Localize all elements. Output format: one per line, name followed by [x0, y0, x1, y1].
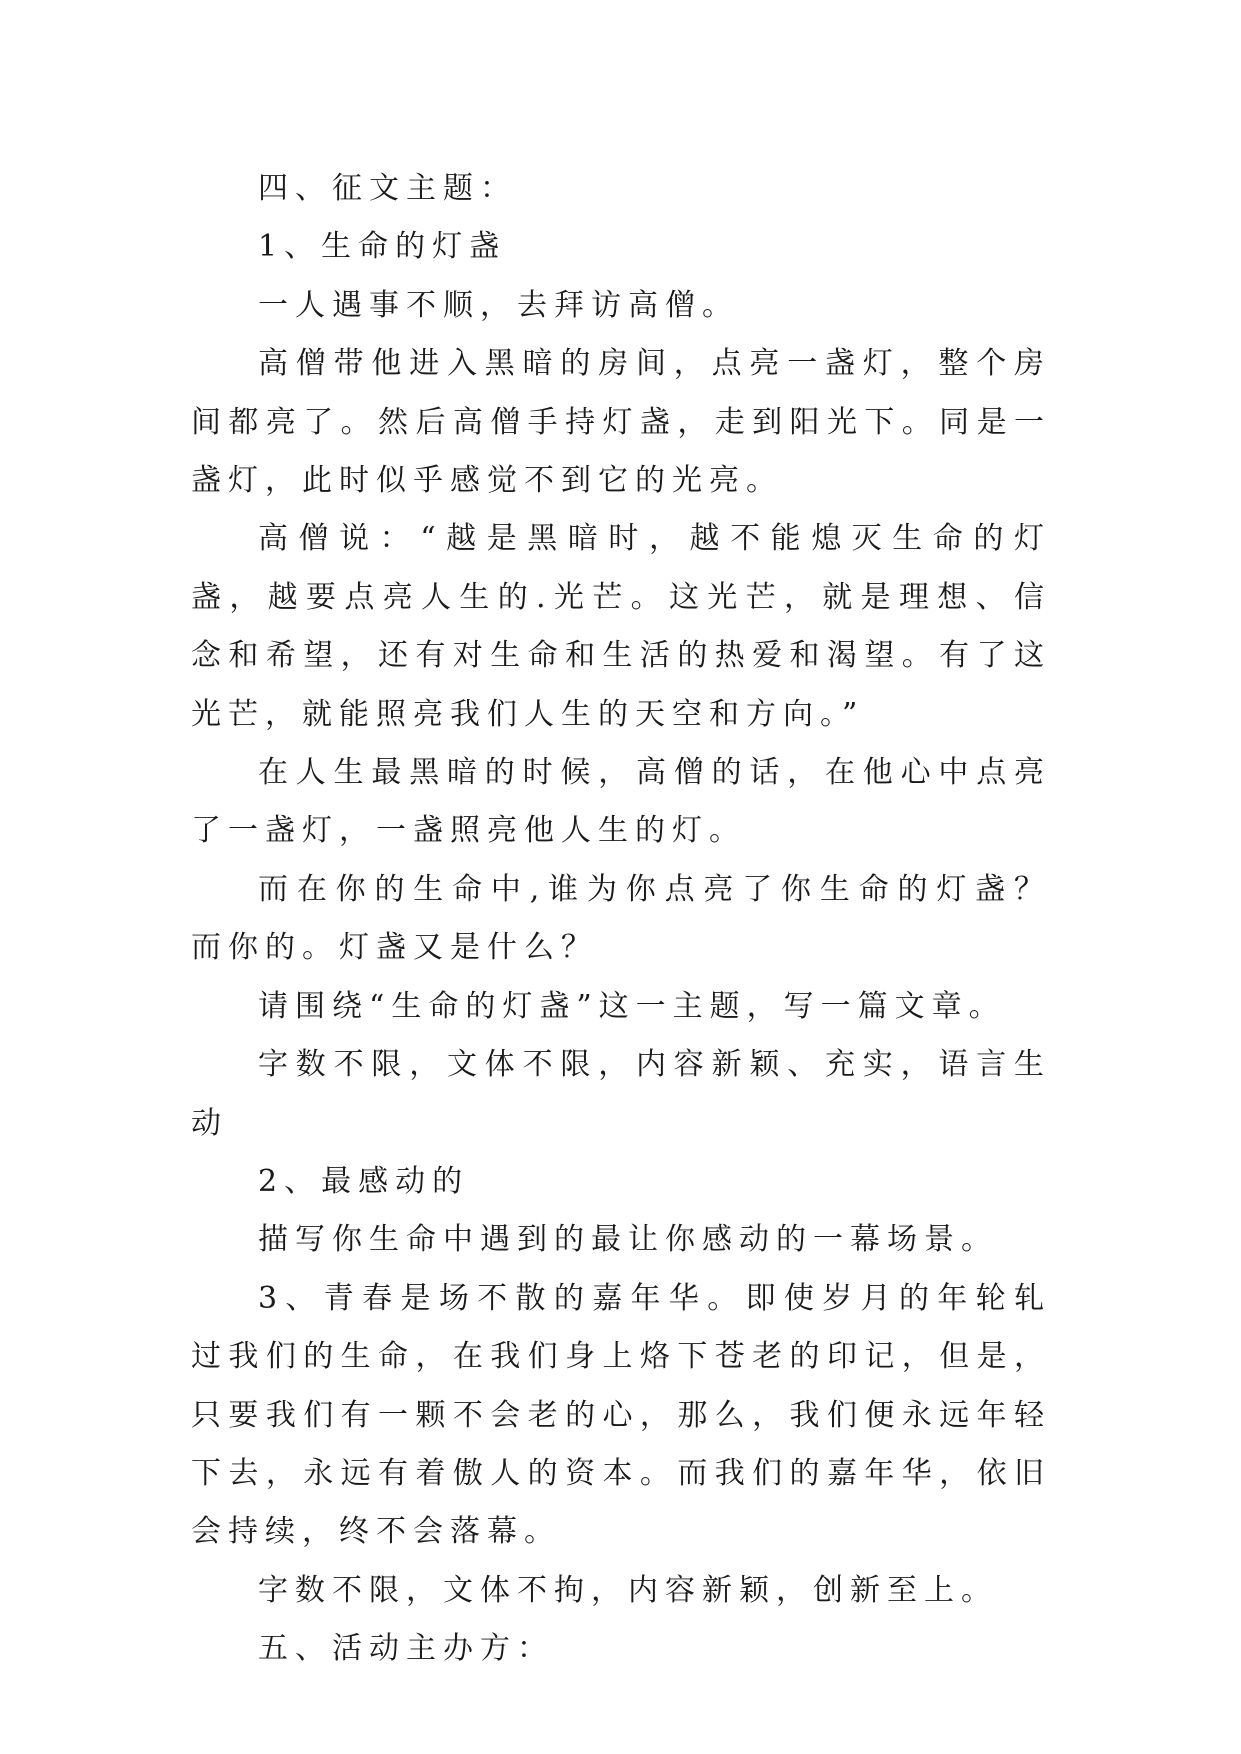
section-heading-theme: 四、征文主题：	[258, 171, 517, 206]
topic-3-paragraph: 3、青春是场不散的嘉年华。即使岁月的年轮轧过我们的生命，在我们身上烙下苍老的印记，但是，只要我们有一颗不会老的心，那么，我们便永远年轻下去，永远有着傲人的资本。而我们的嘉年华，依旧会持续，终不会落幕。	[191, 1280, 1051, 1550]
paragraph: 字数不限，文体不拘，内容新颖，创新至上。	[258, 1572, 998, 1608]
paragraph: 而在你的生命中,谁为你点亮了你生命的灯盏？而你的。灯盏又是什么？	[191, 871, 1051, 966]
topic-1-title: 1、生命的灯盏	[258, 229, 507, 265]
paragraph: 请围绕“生命的灯盏”这一主题，写一篇文章。	[258, 988, 1006, 1024]
paragraph: 一人遇事不顺，去拜访高僧。	[258, 287, 739, 323]
section-heading-organizer: 五、活动主办方：	[258, 1631, 554, 1667]
topic-2-title: 2、最感动的	[258, 1163, 470, 1199]
document-body	[191, 160, 1051, 1679]
paragraph: 描写你生命中遇到的最让你感动的一幕场景。	[258, 1222, 998, 1258]
paragraph: 字数不限，文体不限，内容新颖、充实，语言生动	[191, 1047, 1051, 1141]
paragraph: 高僧带他进入黑暗的房间，点亮一盏灯，整个房间都亮了。然后高僧手持灯盏，走到阳光下。同是一盏灯，此时似乎感觉不到它的光亮。	[191, 346, 1051, 499]
paragraph: 高僧说：“越是黑暗时，越不能熄灭生命的灯盏，越要点亮人生的.光芒。这光芒，就是理想、信念和希望，还有对生命和生活的热爱和渴望。有了这光芒，就能照亮我们人生的天空和方向。”	[191, 521, 1051, 732]
paragraph: 在人生最黑暗的时候，高僧的话，在他心中点亮了一盏灯，一盏照亮他人生的灯。	[191, 755, 1051, 849]
